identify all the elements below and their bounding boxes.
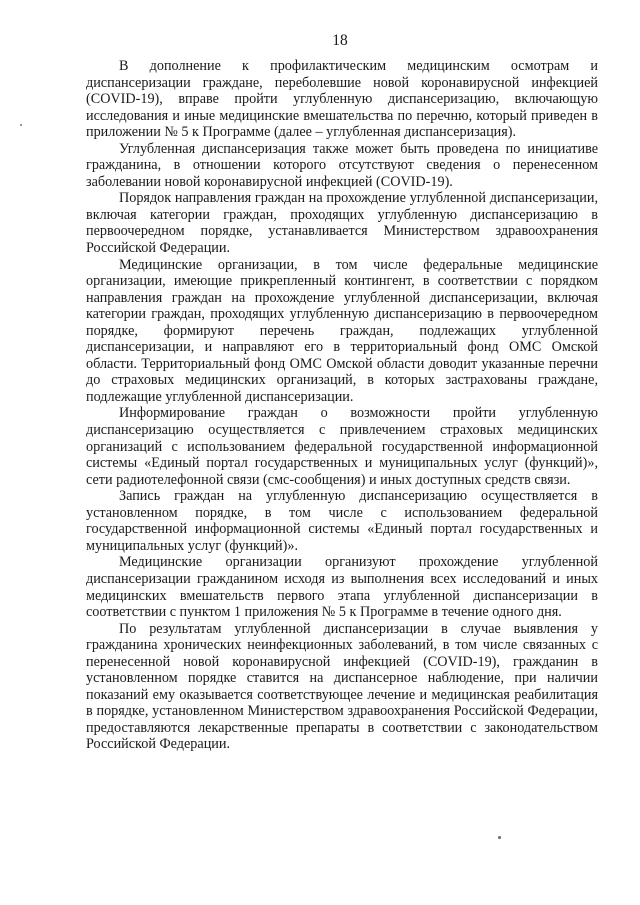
- page-number: 18: [332, 32, 348, 49]
- document-body: [86, 58, 598, 753]
- paragraph-medical-organizations-lists: Медицинские организации, в том числе федеральные медицинские организации, имеющие прикрепленный контингент, в соответствии с порядком направления граждан на прохождение углубленной диспансеризации, включая категории граждан, проходящих углубленную диспансеризацию в первоочередном порядке, формируют перечень граждан, подлежащих углубленной диспансеризации, и направляют его в территориальный фонд ОМС Омской области. Территориальный фонд ОМС Омской области доводит указанные перечни до страховых медицинских организаций, в которых застрахованы граждане, подлежащие углубленной диспансеризации.: [86, 256, 598, 405]
- paragraph-in-depth-screening-intro: В дополнение к профилактическим медицинским осмотрам и диспансеризации граждане, переболевшие новой коронавирусной инфекцией (COVID-19), вправе пройти углубленную диспансеризацию, включающую исследования и иные медицинские вмешательства по перечню, который приведен в приложении № 5 к Программе (далее – углубленная диспансеризация).: [86, 58, 598, 141]
- paragraph-appointment-booking: Запись граждан на углубленную диспансеризацию осуществляется в установленном порядке, в том числе с использованием федеральной государственной информационной системы «Единый портал государственных и муниципальных услуг (функций)».: [86, 488, 598, 554]
- paragraph-informing-citizens: Информирование граждан о возможности пройти углубленную диспансеризацию осуществляется с привлечением страховых медицинских организаций с использованием федеральной государственной информационной системы «Единый портал государственных и муниципальных услуг (функций)», сети радиотелефонной связи (смс-сообщения) и иных доступных средств связи.: [86, 405, 598, 488]
- scan-speck: [20, 124, 22, 126]
- paragraph-one-day-first-stage: Медицинские организации организуют прохождение углубленной диспансеризации гражданином исходя из выполнения всех исследований и иных медицинских вмешательств первого этапа углубленной диспансеризации в соответствии с пунктом 1 приложения № 5 к Программе в течение одного дня.: [86, 554, 598, 621]
- paragraph-citizen-initiative: Углубленная диспансеризация также может быть проведена по инициативе гражданина, в отношении которого отсутствуют сведения о перенесенном заболевании новой коронавирусной инфекцией (COVID-19).: [86, 140, 598, 190]
- paragraph-referral-procedure: Порядок направления граждан на прохождение углубленной диспансеризации, включая категории граждан, проходящих углубленную диспансеризацию в первоочередном порядке, устанавливается Министерством здравоохранения Российской Федерации.: [86, 190, 598, 257]
- scan-speck: [498, 836, 501, 839]
- paragraph-screening-results: По результатам углубленной диспансеризации в случае выявления у гражданина хронических неинфекционных заболеваний, в том числе связанных с перенесенной новой коронавирусной инфекцией (COVID-19), гражданин в установленном порядке ставится на диспансерное наблюдение, при наличии показаний ему оказывается соответствующее лечение и медицинская реабилитация в порядке, установленном Министерством здравоохранения Российской Федерации, предоставляются лекарственные препараты в соответствии с законодательством Российской Федерации.: [86, 620, 598, 753]
